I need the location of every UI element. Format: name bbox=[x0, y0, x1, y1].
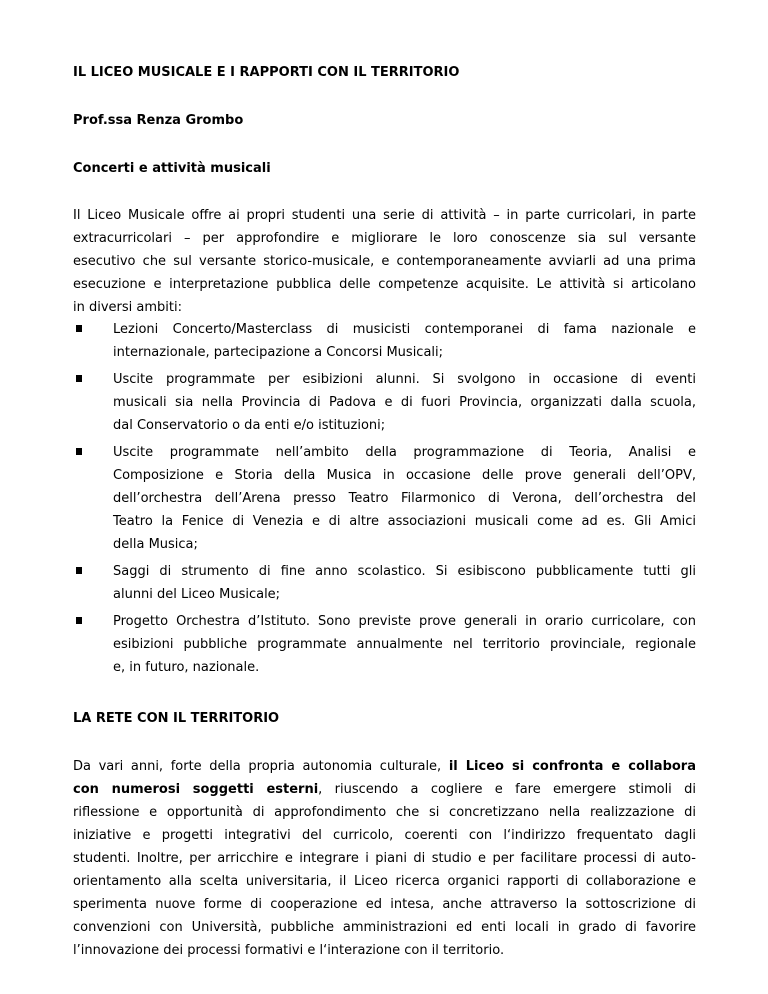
text-line: iniziative e progetti integrativi del curricolo, coerenti con l‘indirizzo frequentato dagli bbox=[73, 828, 696, 843]
square-bullet-icon bbox=[76, 567, 82, 574]
text-line: in diversi ambiti: bbox=[73, 300, 182, 315]
text-line: alunni del Liceo Musicale; bbox=[113, 587, 281, 602]
text-line: riflessione e opportunità di approfondimento che si concretizzano nella realizzazione di bbox=[73, 805, 696, 820]
text-line: e, in futuro, nazionale. bbox=[113, 660, 260, 675]
text-line: dal Conservatorio o da enti e/o istituzioni; bbox=[113, 418, 386, 433]
text-line: internazionale, partecipazione a Concorsi Musicali; bbox=[113, 345, 444, 360]
text-line: dell’orchestra dell’Arena presso Teatro Filarmonico di Verona, dell’orchestra del bbox=[113, 491, 696, 506]
square-bullet-icon bbox=[76, 325, 82, 332]
author-name: Prof.ssa Renza Grombo bbox=[73, 113, 244, 128]
list-item bbox=[73, 441, 696, 556]
text-line bbox=[73, 755, 696, 778]
text-line: orientamento alla scelta universitaria, il Liceo ricerca organici rapporti di collaborazione e bbox=[73, 874, 696, 889]
text-line: Lezioni Concerto/Masterclass di musicisti contemporanei di fama nazionale e bbox=[113, 322, 696, 337]
text-run: Da vari anni, forte della propria autonomia culturale, bbox=[73, 759, 442, 774]
square-bullet-icon bbox=[76, 375, 82, 382]
intro-paragraph bbox=[73, 204, 696, 319]
bold-text-run: con numerosi soggetti esterni bbox=[73, 782, 319, 797]
square-bullet-icon bbox=[76, 448, 82, 455]
text-line: studenti. Inoltre, per arricchire e integrare i piani di studio e per facilitare processi di auto- bbox=[73, 851, 696, 866]
activity-list bbox=[73, 318, 696, 683]
section-heading-rete: LA RETE CON IL TERRITORIO bbox=[73, 711, 280, 726]
text-line: Uscite programmate per esibizioni alunni. Si svolgono in occasione di eventi bbox=[113, 372, 696, 387]
text-line: sperimenta nuove forme di cooperazione ed intesa, anche attraverso la sottoscrizione di bbox=[73, 897, 696, 912]
text-line: Uscite programmate nell’ambito della programmazione di Teoria, Analisi e bbox=[113, 445, 696, 460]
text-line: Teatro la Fenice di Venezia e di altre associazioni musicali come ad es. Gli Amici bbox=[113, 514, 696, 529]
text-line bbox=[73, 778, 696, 801]
text-line: musicali sia nella Provincia di Padova e di fuori Provincia, organizzati dalla scuola, bbox=[113, 395, 696, 410]
bold-text-run: il Liceo si confronta e collabora bbox=[448, 759, 696, 774]
text-line: della Musica; bbox=[113, 537, 198, 552]
text-line: Saggi di strumento di fine anno scolastico. Si esibiscono pubblicamente tutti gli bbox=[113, 564, 696, 579]
rete-paragraph bbox=[73, 755, 696, 962]
text-line: Il Liceo Musicale offre ai propri studenti una serie di attività – in parte curricolari, in parte bbox=[73, 208, 696, 223]
text-line: esecuzione e interpretazione pubblica delle competenze acquisite. Le attività si articolano bbox=[73, 277, 696, 292]
text-run: , riuscendo a cogliere e fare emergere stimoli di bbox=[318, 782, 696, 797]
text-line: extracurricolari – per approfondire e migliorare le loro conoscenze sia sul versante bbox=[73, 231, 696, 246]
square-bullet-icon bbox=[76, 617, 82, 624]
text-line: esibizioni pubbliche programmate annualmente nel territorio provinciale, regionale bbox=[113, 637, 696, 652]
document-title: IL LICEO MUSICALE E I RAPPORTI CON IL TERRITORIO bbox=[73, 65, 460, 80]
text-line: Composizione e Storia della Musica in occasione delle prove generali dell’OPV, bbox=[113, 468, 696, 483]
list-item bbox=[73, 560, 696, 606]
text-line: esecutivo che sul versante storico-musicale, e contemporaneamente avviarli ad una prima bbox=[73, 254, 696, 269]
text-line: Progetto Orchestra d’Istituto. Sono previste prove generali in orario curricolare, con bbox=[113, 614, 696, 629]
list-item bbox=[73, 368, 696, 437]
section-heading-concerti: Concerti e attività musicali bbox=[73, 161, 271, 176]
list-item bbox=[73, 610, 696, 679]
text-line: convenzioni con Università, pubbliche amministrazioni ed enti locali in grado di favorire bbox=[73, 920, 696, 935]
list-item bbox=[73, 318, 696, 364]
text-line: l’innovazione dei processi formativi e l‘interazione con il territorio. bbox=[73, 943, 505, 958]
